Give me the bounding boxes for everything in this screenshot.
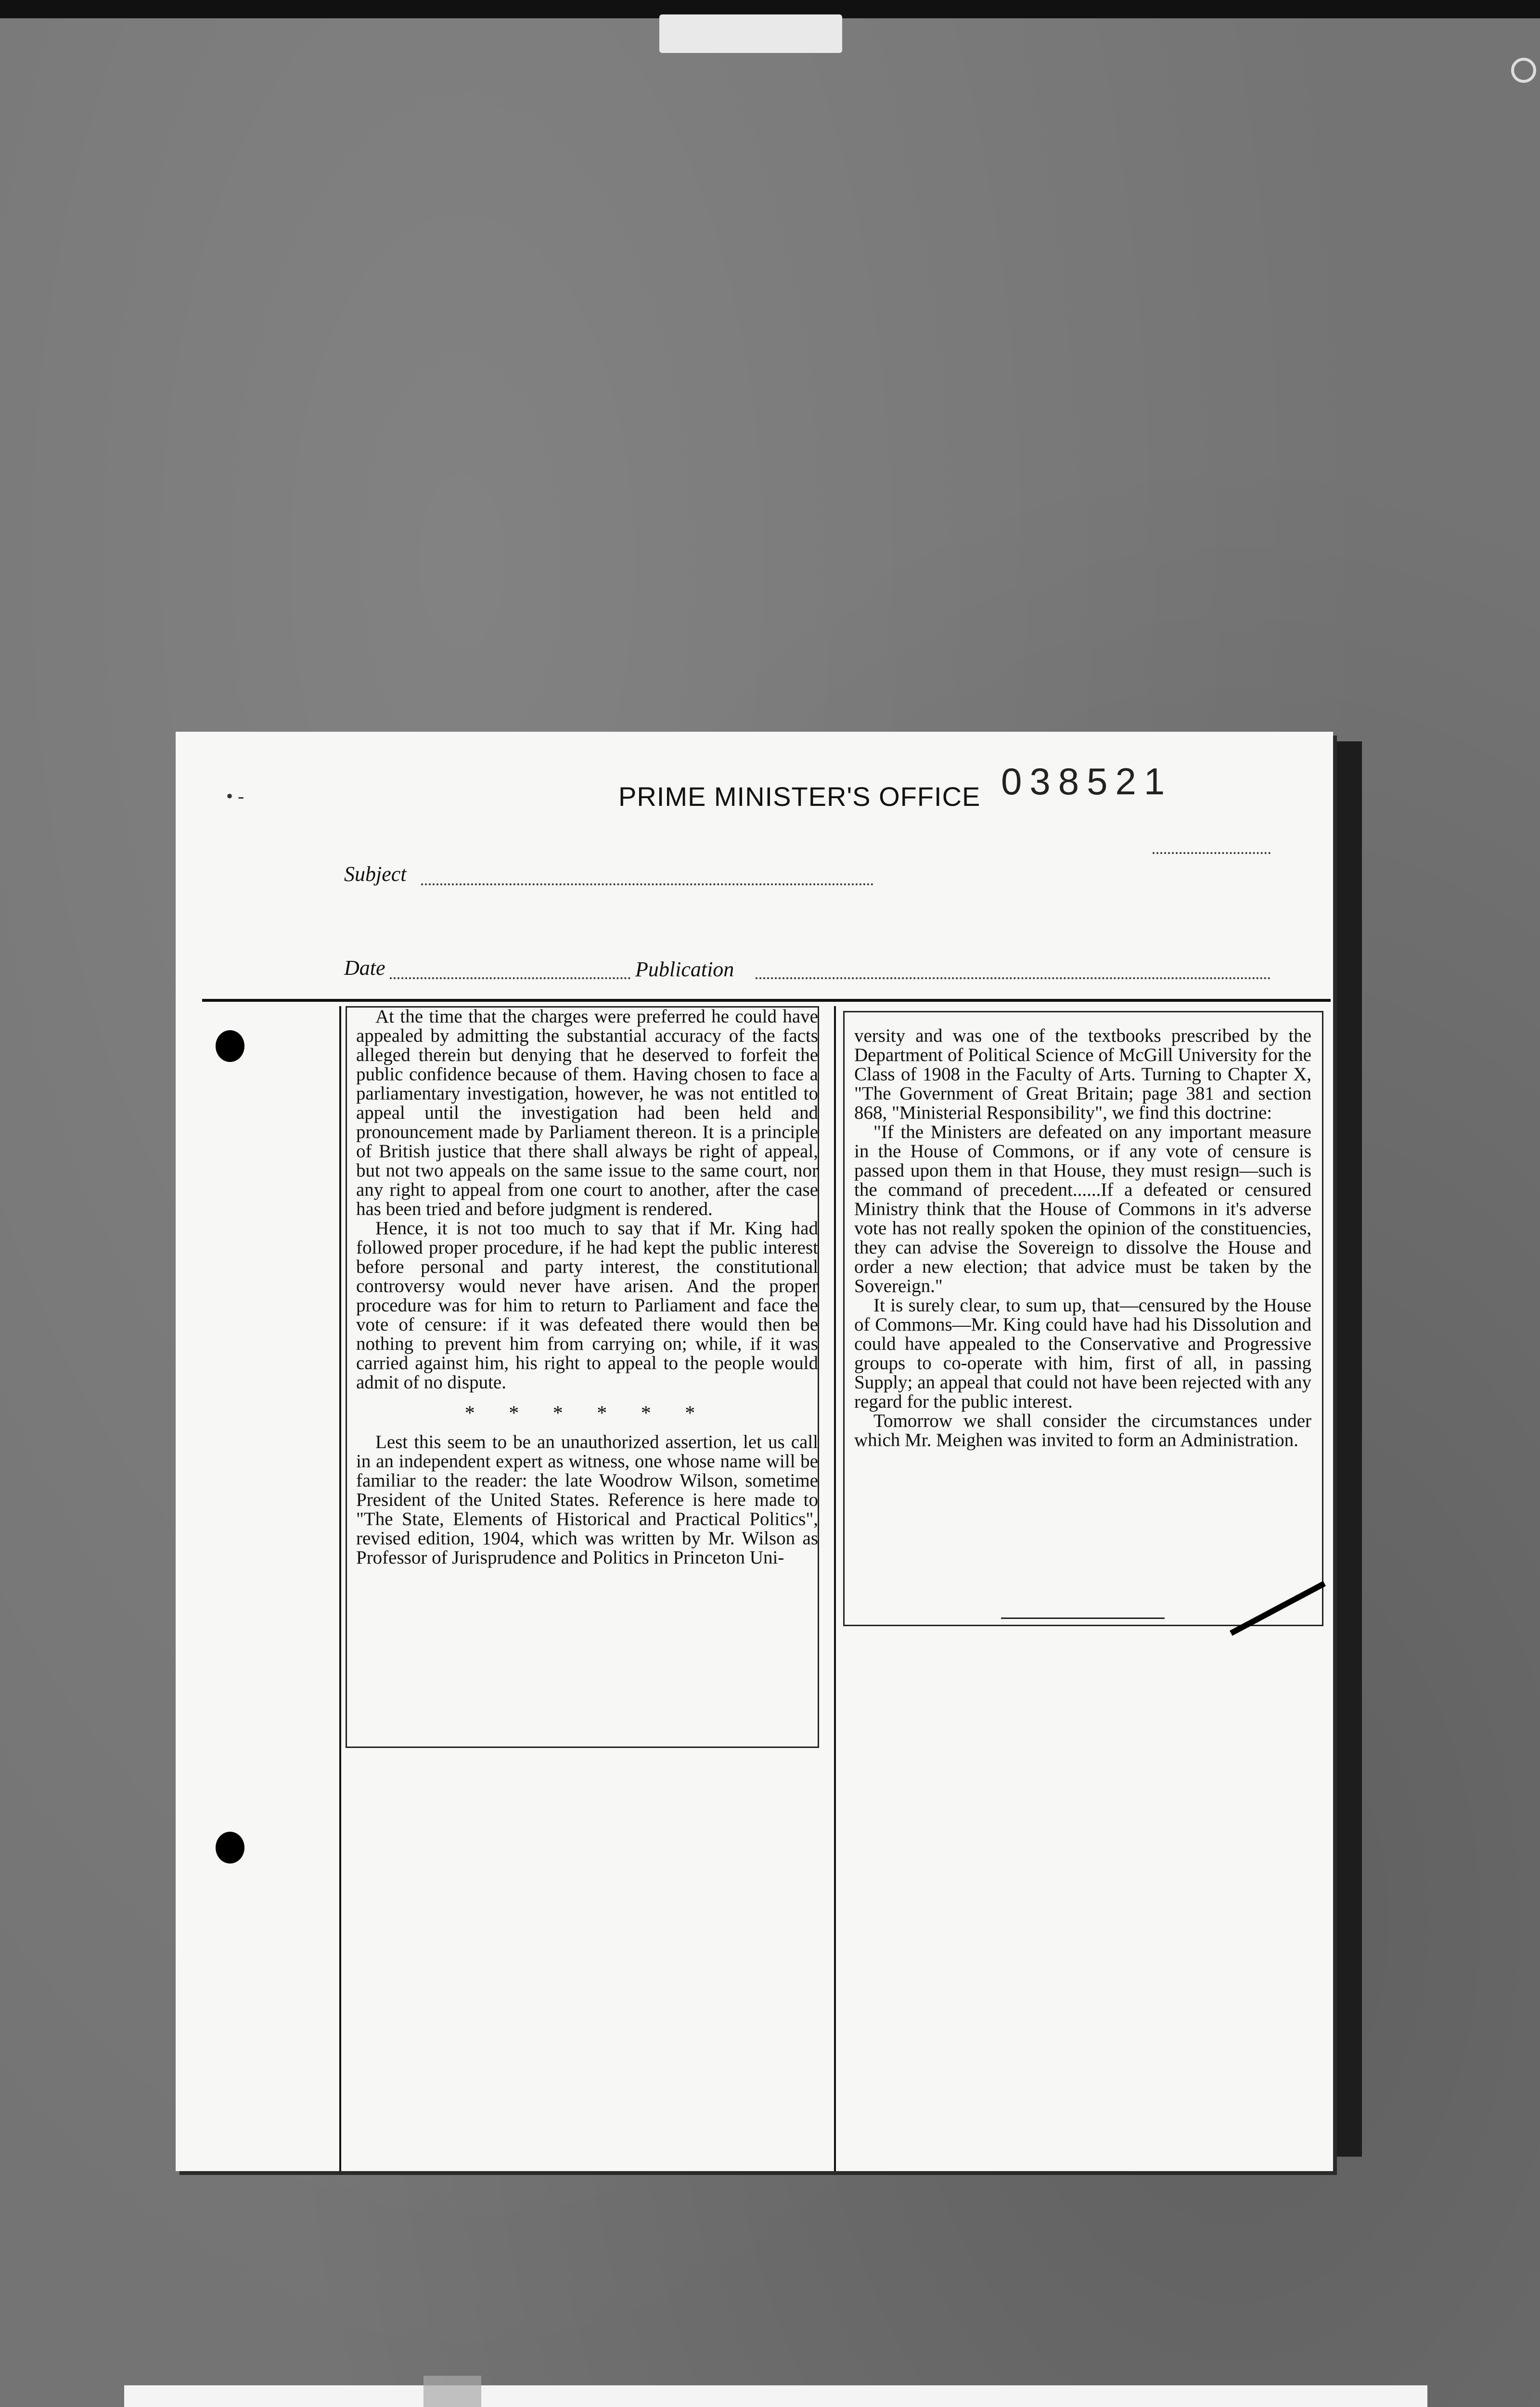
right-column — [854, 1026, 1311, 1450]
left-column — [356, 1007, 818, 1567]
paragraph-5: "If the Ministers are defeated on any important measure in the House of Commons, or if any vote of censure is passed upon them in that House, they must resign—such is the command of precedent......If a defeated or censured Ministry think that the House of Commons in it's adverse vote has not really spoken the opinion of the constituencies, they can advise the Sovereign to dissolve the House and order a new election; that advice must be taken by the Sovereign." — [854, 1122, 1311, 1296]
tape-left — [424, 2376, 481, 2407]
punch-hole-top — [216, 1030, 244, 1062]
publication-dotline — [756, 977, 1270, 979]
punch-hole-bottom — [216, 1832, 244, 1863]
number-dotline — [1153, 852, 1270, 854]
office-title: PRIME MINISTER'S OFFICE — [618, 781, 981, 812]
section-separator: * * * * * * — [464, 1402, 710, 1424]
article-end-rule — [1001, 1618, 1165, 1619]
sheet-divider-left — [339, 1006, 341, 2171]
paragraph-7: Tomorrow we shall consider the circumstances under which Mr. Meighen was invited to form an Administration. — [854, 1411, 1311, 1450]
paragraph-1: At the time that the charges were preferred he could have appealed by admitting the substantial accuracy of the facts alleged therein but denying that he deserved to forfeit the public confidence because of them. Having chosen to face a parliamentary investigation, however, he was not entitled to appeal until the investigation had been held and pronouncement made by Parliament thereon. It is a principle of British justice that there shall always be right of appeal, but not two appeals on the same issue to the same court, nor any right to appeal from one court to another, after the case has been tried and before judgment is rendered. — [356, 1006, 818, 1219]
header-rule — [202, 999, 1331, 1002]
publication-label: Publication — [635, 958, 734, 981]
sheet-shadow — [1333, 741, 1362, 2157]
date-dotline — [390, 977, 630, 979]
sheet-divider-center — [834, 1006, 836, 2171]
top-paper-tab — [659, 14, 842, 53]
subject-label: Subject — [344, 862, 407, 886]
paragraph-6: It is surely clear, to sum up, that—censured by the House of Commons—Mr. King could have had his Dissolution and could have appealed to the Conservative and Progressive groups to co-operate with him, first of all, in passing Supply; an appeal that could not have been rejected with any regard for the public interest. — [854, 1295, 1311, 1412]
corner-mark-icon — [1511, 58, 1536, 83]
paragraph-4: versity and was one of the textbooks prescribed by the Department of Political Science of McGill University for the Class of 1908 in the Faculty of Arts. Turning to Chapter X, "The Government of Great Britain; page 381 and section 868, "Ministerial Responsibility", we find this doctrine: — [854, 1025, 1311, 1123]
archive-card — [124, 2385, 1427, 2407]
paragraph-2: Hence, it is not too much to say that if Mr. King had followed proper procedure, if he had kept the public interest before personal and party interest, the constitutional controversy would never have arisen. And the proper procedure was for him to return to Parliament and face the vote of censure: if it was defeated there would then be nothing to prevent him from carrying on; while, if it was carried against him, his right to appeal to the people would admit of no dispute. — [356, 1218, 818, 1393]
subject-dotline — [421, 883, 873, 885]
paragraph-3: Lest this seem to be an unauthorized assertion, let us call in an independent expert as witness, one whose name will be familiar to the reader: the late Woodrow Wilson, sometime President of the United States. Reference is here made to "The State, Elements of Historical and Practical Politics", revised edition, 1904, which was written by Mr. Wilson as Professor of Jurisprudence and Politics in Princeton Uni- — [356, 1432, 818, 1568]
document-number: 038521 — [1001, 760, 1173, 802]
date-label: Date — [344, 956, 385, 980]
tick-marks: • ‑ — [226, 785, 244, 807]
